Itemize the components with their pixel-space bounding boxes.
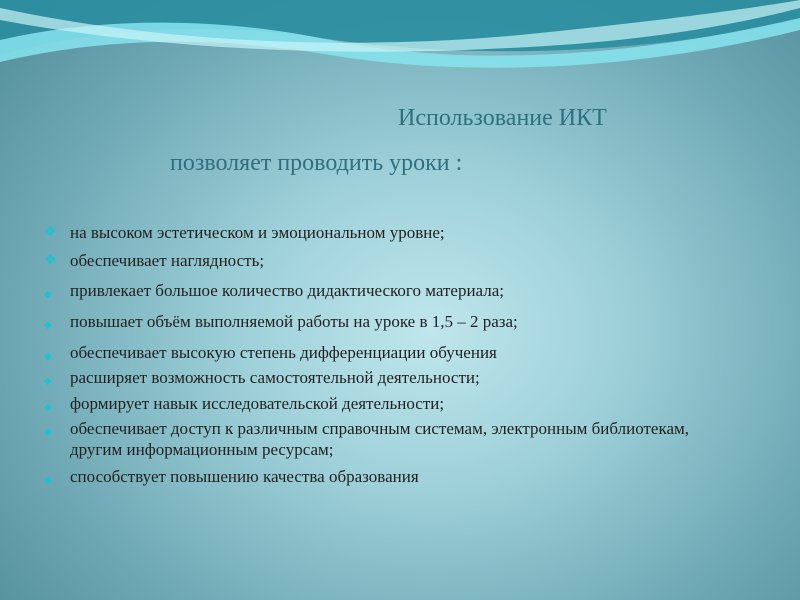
dot-bullet-icon: ◆ bbox=[44, 427, 52, 438]
dot-bullet-icon: ◆ bbox=[44, 289, 52, 300]
dot-bullet-icon: ◆ bbox=[44, 376, 52, 387]
dot-bullet-icon: ◆ bbox=[44, 320, 52, 331]
dot-bullet-icon: ◆ bbox=[44, 475, 52, 486]
title-line-2: позволяет проводить уроки : bbox=[170, 150, 463, 176]
dot-bullet-icon: ◆ bbox=[44, 351, 52, 362]
diamond-bullet-icon: ❖ bbox=[44, 253, 57, 268]
dot-bullet-icon: ◆ bbox=[44, 402, 52, 413]
title-line-1: Использование ИКТ bbox=[398, 105, 607, 131]
bullet-list: ❖ на высоком эстетическом и эмоциональном уровне; ❖ обеспечивает наглядность; ◆ привлекает большое количество дидактического материала; ◆ повышает объём выполняемой работы на уроке в 1,5 – 2 раза; ◆ обеспечивает высокую степень дифференциации обучения ◆ расширяет возможность самостоятельной деятельности; ◆ формирует навык исследовательской деятельности; ◆ обеспечивает доступ к различным справочным системам, электронным библиотекам, другим информационным ресурсам; ◆ способствует повышению качества образования bbox=[0, 0, 800, 600]
diamond-bullet-icon: ❖ bbox=[44, 225, 57, 240]
